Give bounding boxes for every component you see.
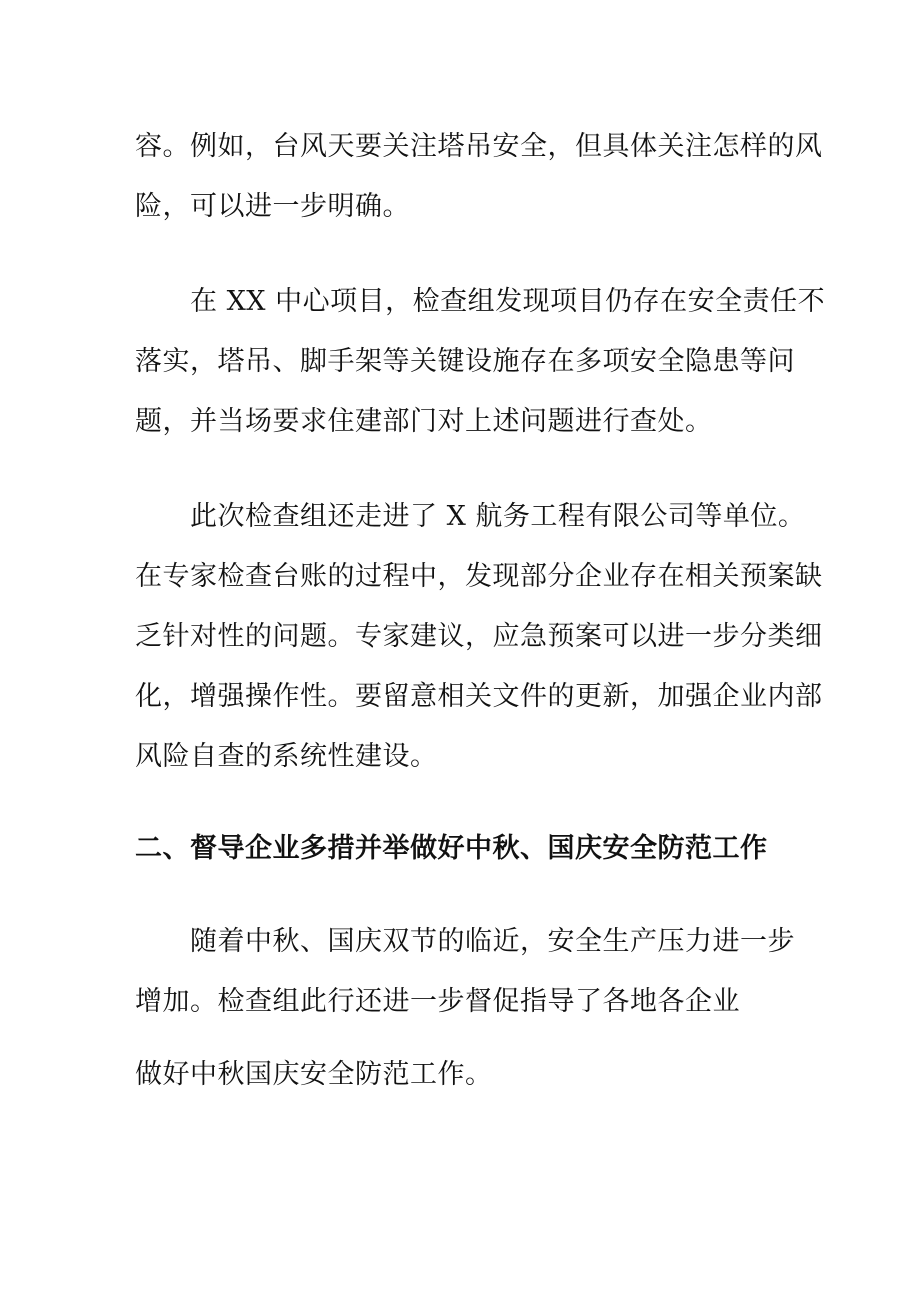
paragraph-3-line-1: 此次检查组还走进了 X 航务工程有限公司等单位。 xyxy=(190,501,806,532)
paragraph-3-line-4: 化，增强操作性。要留意相关文件的更新，加强企业内部 xyxy=(135,681,823,712)
paragraph-4-line-3: 做好中秋国庆安全防范工作。 xyxy=(135,1059,493,1090)
paragraph-2-line-3: 题，并当场要求住建部门对上述问题进行查处。 xyxy=(135,406,713,437)
paragraph-3-line-5: 风险自查的系统性建设。 xyxy=(135,741,438,772)
paragraph-4-line-2: 增加。检查组此行还进一步督促指导了各地各企业 xyxy=(135,986,740,1017)
paragraph-2-line-2: 落实，塔吊、脚手架等关键设施存在多项安全隐患等问 xyxy=(135,346,795,377)
paragraph-3-line-2: 在专家检查台账的过程中，发现部分企业存在相关预案缺 xyxy=(135,561,823,592)
paragraph-3-line-3: 乏针对性的问题。专家建议，应急预案可以进一步分类细 xyxy=(135,621,823,652)
paragraph-2-line-1: 在 XX 中心项目，检查组发现项目仍存在安全责任不 xyxy=(190,286,826,317)
section-heading: 二、督导企业多措并举做好中秋、国庆安全防范工作 xyxy=(135,833,768,864)
paragraph-1-line-2: 险，可以进一步明确。 xyxy=(135,191,410,222)
paragraph-1-line-1: 容。例如，台风天要关注塔吊安全，但具体关注怎样的风 xyxy=(135,131,823,162)
paragraph-4-line-1: 随着中秋、国庆双节的临近，安全生产压力进一步 xyxy=(190,926,795,957)
